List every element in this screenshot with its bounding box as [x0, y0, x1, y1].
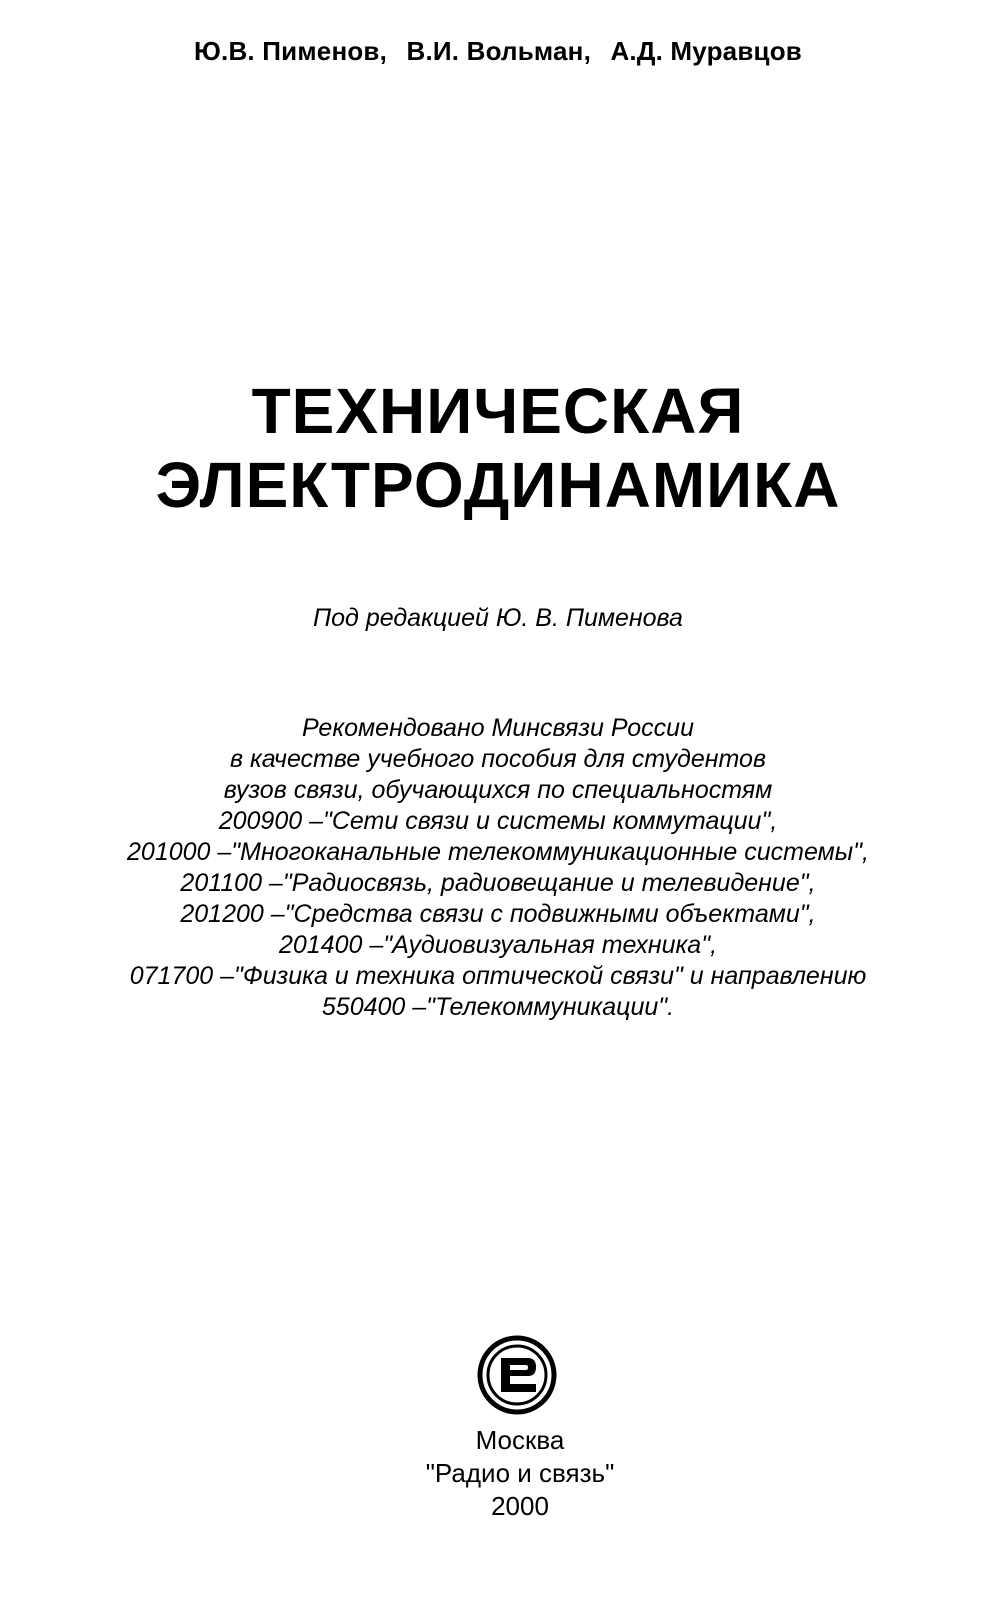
book-title-line-1: ТЕХНИЧЕСКАЯ [251, 375, 745, 447]
recommendation-line: 201000 –"Многоканальные телекоммуникационные системы", [127, 838, 869, 866]
publisher-name: "Радио и связь" [425, 1458, 615, 1488]
publisher-logo-icon [476, 1334, 558, 1416]
recommendation-line: 071700 –"Физика и техника оптической связи" и направлению [129, 962, 867, 990]
publisher-city: Москва [475, 1425, 565, 1455]
publisher-block [0, 1424, 996, 1523]
author-2: В.И. Вольман, [406, 36, 592, 66]
editor-line: Под редакцией Ю. В. Пименова [313, 604, 683, 632]
book-title-line-2: ЭЛЕКТРОДИНАМИКА [155, 449, 841, 521]
recommendation-line: 201400 –"Аудиовизуальная техника", [278, 931, 718, 959]
recommendation-line: 200900 –"Сети связи и системы коммутации", [218, 807, 778, 835]
author-1: Ю.В. Пименов, [194, 36, 388, 66]
recommendation-line: 550400 –"Телекоммуникации". [321, 993, 675, 1021]
recommendation-line: в качестве учебного пособия для студентов [229, 745, 767, 773]
author-3: А.Д. Муравцов [610, 36, 802, 66]
recommendation-line: Рекомендовано Минсвязи России [302, 714, 694, 742]
recommendation-block [0, 713, 996, 1023]
publication-year: 2000 [491, 1491, 549, 1521]
book-title [0, 374, 996, 522]
recommendation-line: вузов связи, обучающихся по специальностям [223, 776, 773, 804]
authors [0, 36, 996, 67]
recommendation-line: 201100 –"Радиосвязь, радиовещание и телевидение", [180, 869, 816, 897]
recommendation-line: 201200 –"Средства связи с подвижными объектами", [180, 900, 816, 928]
